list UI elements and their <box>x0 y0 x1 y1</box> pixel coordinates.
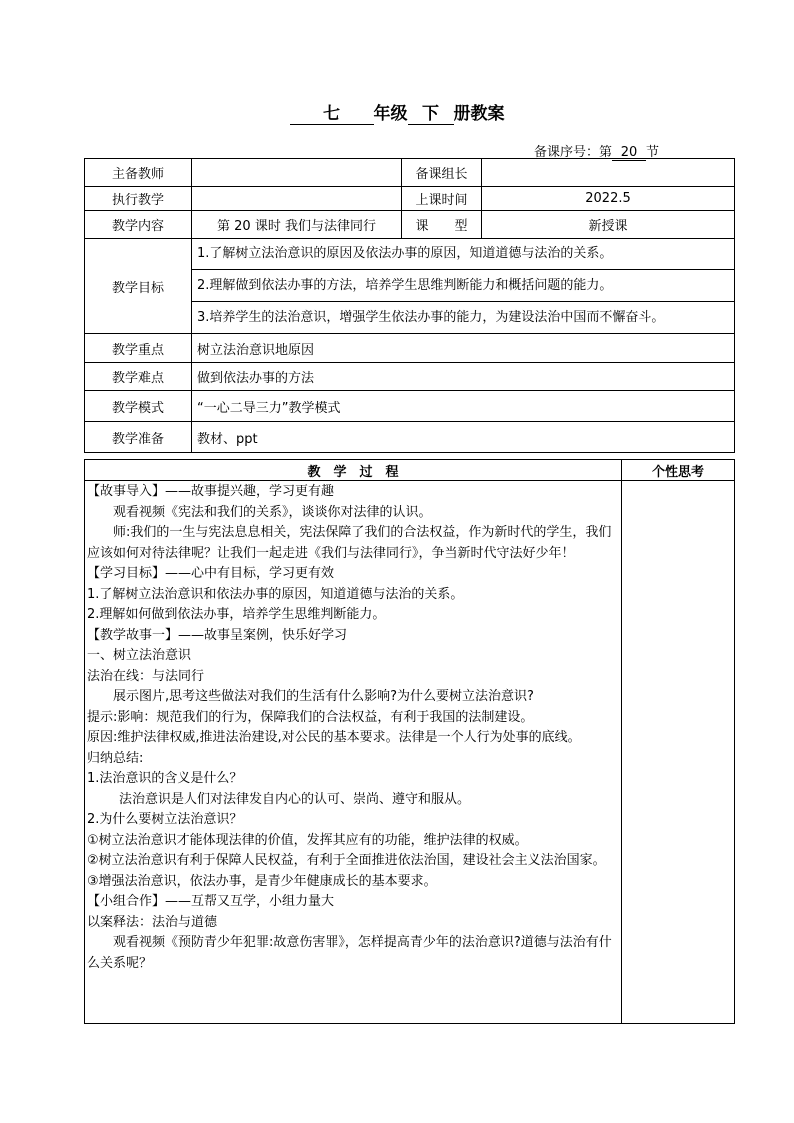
lesson-number-prefix: 备课序号：第 <box>534 145 613 160</box>
list-item: ③增强法治意识，依法办事，是青少年健康成长的基本要求。 <box>87 873 437 889</box>
difficulty-value: 做到依法办事的方法 <box>192 363 735 391</box>
section-heading: 【教学故事一】——故事呈案例，快乐好学习 <box>87 627 348 643</box>
goal-item: 2.理解做到依法办事的方法，培养学生思维判断能力和概括问题的能力。 <box>192 270 735 302</box>
question: 2.为什么要树立法治意识？ <box>87 812 243 827</box>
paragraph: 法治意识是人们对法律发自内心的认可、崇尚、遵守和服从。 <box>119 791 471 807</box>
content-value: 第 20 课时 我们与法律同行 <box>192 211 402 239</box>
process-body-row <box>85 481 735 1024</box>
section-heading: 【小组合作】——互帮又互学，小组力量大 <box>87 894 335 909</box>
info-row-difficulty <box>85 363 735 391</box>
lead-teacher-field[interactable] <box>192 159 402 187</box>
subheading: 一、树立法治意识 <box>87 648 192 663</box>
notes-header: 个性思考 <box>622 460 735 481</box>
type-value: 新授课 <box>482 211 735 239</box>
prep-value: 教材、ppt <box>192 422 735 453</box>
section-heading: 【故事导入】——故事提兴趣，学习更有趣 <box>87 484 335 499</box>
class-time-label: 上课时间 <box>402 187 482 211</box>
info-row-teachers <box>85 159 735 187</box>
type-label: 课 型 <box>402 211 482 239</box>
subheading: 法治在线：与法同行 <box>87 668 205 684</box>
mode-value: “一心二导三力”教学模式 <box>192 391 735 422</box>
goals-label: 教学目标 <box>85 239 192 334</box>
paragraph: 原因:维护法律权威,推进法治建设,对公民的基本要求。法律是一个人行为处事的底线。 <box>87 730 581 745</box>
section-heading: 【学习目标】——心中有目标，学习更有效 <box>87 566 335 581</box>
prep-label: 教学准备 <box>85 422 192 453</box>
process-content <box>85 481 622 1024</box>
subheading: 以案释法：法治与道德 <box>87 914 218 930</box>
lead-teacher-label: 主备教师 <box>85 159 192 187</box>
subheading: 归纳总结: <box>87 750 144 766</box>
term-value: 下 <box>408 104 454 125</box>
lesson-info-table <box>84 158 735 453</box>
key-value: 树立法治意识地原因 <box>192 334 735 363</box>
info-row-mode <box>85 391 735 422</box>
paragraph: 观看视频《预防青少年犯罪:故意伤害罪》，怎样提高青少年的法治意识?道德与法治有什么关系呢？ <box>87 935 612 971</box>
process-header-row <box>85 460 735 481</box>
paragraph: 展示图片,思考这些做法对我们的生活有什么影响?为什么要树立法治意识? <box>113 689 534 704</box>
info-row-goal-1 <box>85 239 735 270</box>
list-item: 2.理解如何做到依法办事，培养学生思维判断能力。 <box>87 607 386 622</box>
list-item: ①树立法治意识才能体现法律的价值，发挥其应有的功能，维护法律的权威。 <box>87 832 528 848</box>
grade-suffix: 年级 <box>373 104 408 124</box>
question: 1.法治意识的含义是什么？ <box>87 771 243 786</box>
info-row-prep <box>85 422 735 453</box>
list-item: 1.了解树立法治意识和依法办事的原因，知道道德与法治的关系。 <box>87 586 464 602</box>
document-title <box>0 104 794 125</box>
process-header: 教 学 过 程 <box>85 460 622 481</box>
paragraph: 师:我们的一生与宪法息息相关，宪法保障了我们的合法权益，作为新时代的学生，我们应该如何对待法律呢？让我们一起走进《我们与法律同行》，争当新时代守法好少年！ <box>87 525 612 561</box>
info-row-key <box>85 334 735 363</box>
term-suffix: 册教案 <box>453 104 505 124</box>
lesson-number-suffix: 节 <box>646 145 660 160</box>
goal-item: 3.培养学生的法治意识，增强学生依法办事的能力，为建设法治中国而不懈奋斗。 <box>192 302 735 334</box>
key-label: 教学重点 <box>85 334 192 363</box>
goal-item: 1.了解树立法治意识的原因及依法办事的原因，知道道德与法治的关系。 <box>192 239 735 270</box>
notes-field[interactable] <box>622 481 735 1024</box>
list-item: ②树立法治意识有利于保障人民权益，有利于全面推进依法治国，建设社会主义法治国家。 <box>87 853 606 868</box>
mode-label: 教学模式 <box>85 391 192 422</box>
exec-label: 执行教学 <box>85 187 192 211</box>
grade-value: 七 <box>290 104 374 125</box>
info-row-content <box>85 211 735 239</box>
class-time-value: 2022.5 <box>482 187 735 211</box>
paragraph: 观看视频《宪法和我们的关系》，谈谈你对法律的认识。 <box>113 504 432 520</box>
info-row-exec <box>85 187 735 211</box>
group-leader-label: 备课组长 <box>402 159 482 187</box>
lesson-number-value: 20 <box>612 145 646 161</box>
teaching-process-table <box>84 459 735 1024</box>
exec-field[interactable] <box>192 187 402 211</box>
difficulty-label: 教学难点 <box>85 363 192 391</box>
paragraph: 提示:影响：规范我们的行为，保障我们的合法权益，有利于我国的法制建设。 <box>87 709 534 725</box>
group-leader-field[interactable] <box>482 159 735 187</box>
content-label: 教学内容 <box>85 211 192 239</box>
